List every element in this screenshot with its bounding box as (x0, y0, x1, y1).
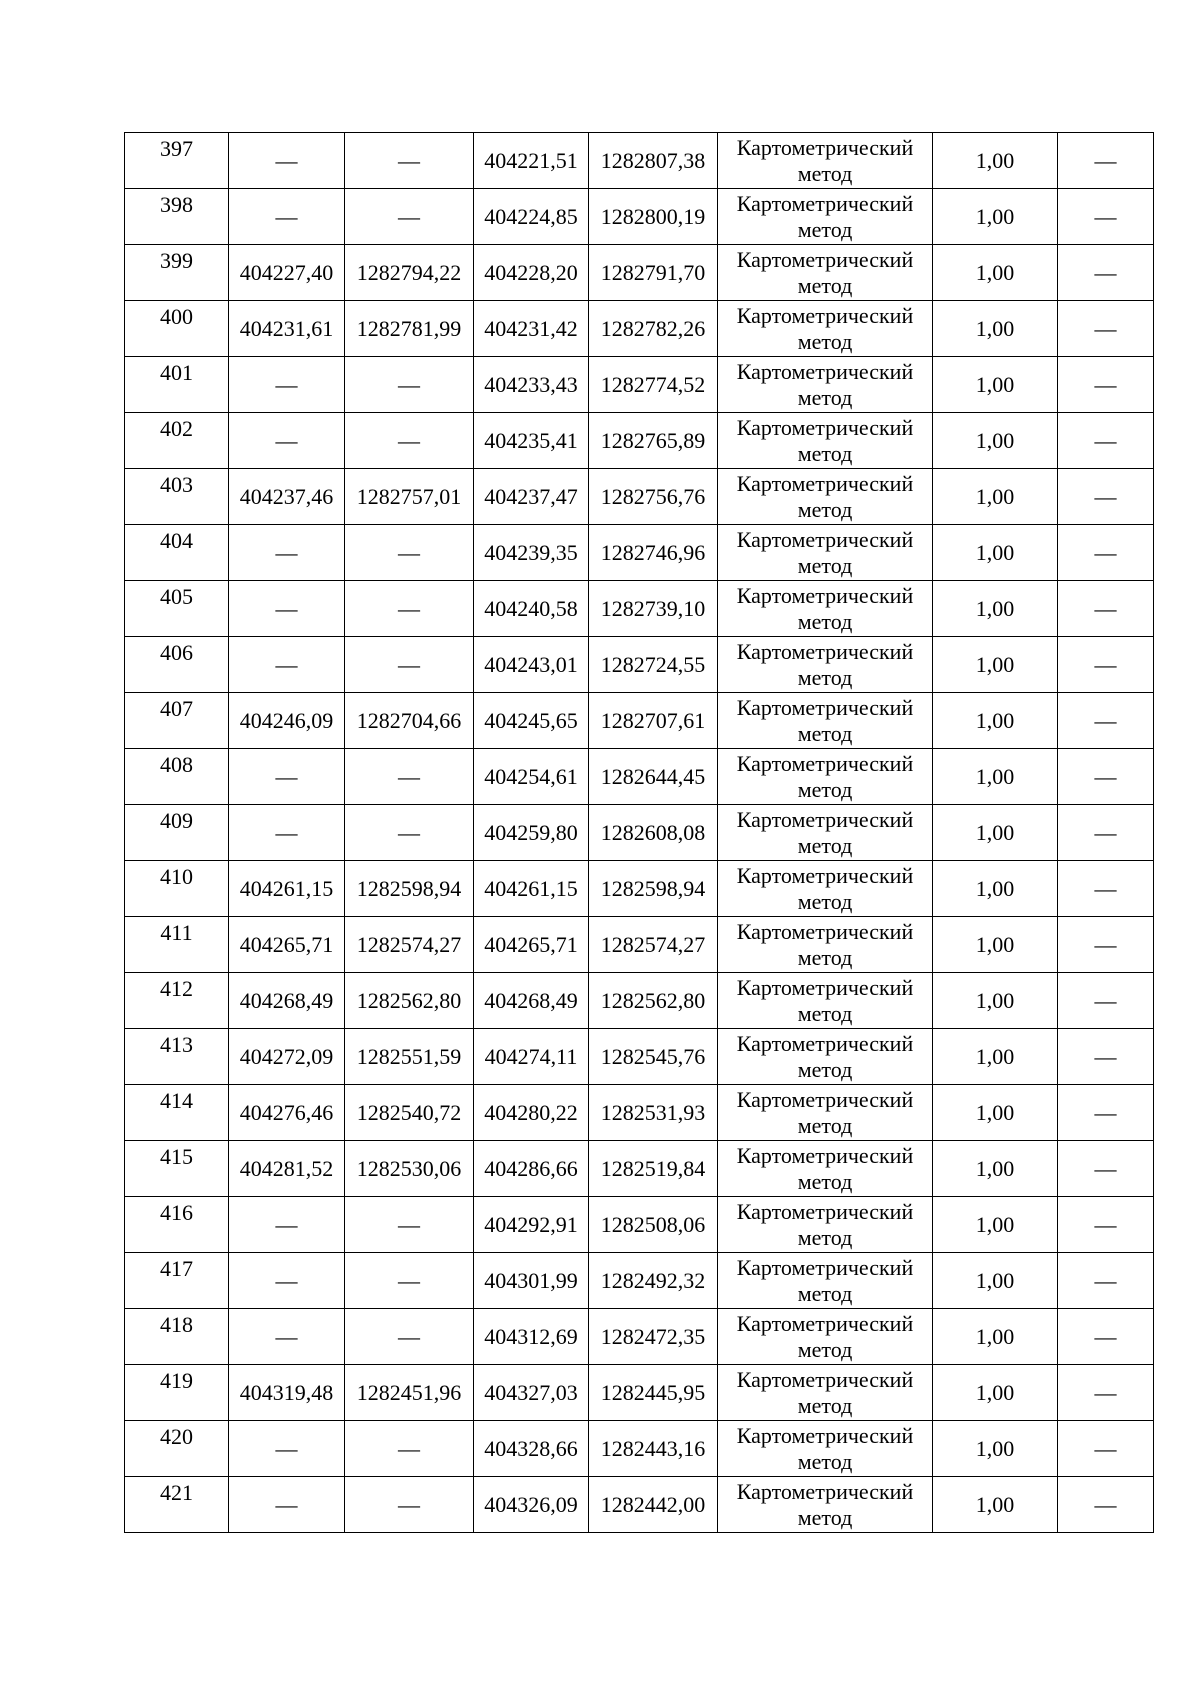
x-existing-cell: — (229, 1309, 345, 1365)
x-existing-cell: — (229, 1421, 345, 1477)
y-refined-cell: 1282598,94 (589, 861, 718, 917)
y-existing-cell: — (345, 1421, 474, 1477)
table-row (125, 189, 1154, 245)
accuracy-cell: 1,00 (933, 357, 1058, 413)
x-refined-cell: 404259,80 (474, 805, 589, 861)
x-existing-cell: — (229, 805, 345, 861)
accuracy-cell: 1,00 (933, 973, 1058, 1029)
table-row (125, 637, 1154, 693)
note-cell: — (1058, 805, 1154, 861)
y-existing-cell: — (345, 1309, 474, 1365)
y-existing-cell: — (345, 525, 474, 581)
table-row (125, 1309, 1154, 1365)
y-existing-cell: 1282794,22 (345, 245, 474, 301)
point-number-cell: 418 (125, 1309, 229, 1365)
x-refined-cell: 404328,66 (474, 1421, 589, 1477)
note-cell: — (1058, 1365, 1154, 1421)
point-number-cell: 397 (125, 133, 229, 189)
x-existing-cell: 404246,09 (229, 693, 345, 749)
table-row (125, 1085, 1154, 1141)
x-refined-cell: 404240,58 (474, 581, 589, 637)
y-existing-cell: 1282562,80 (345, 973, 474, 1029)
y-existing-cell: — (345, 637, 474, 693)
table-row (125, 973, 1154, 1029)
x-refined-cell: 404265,71 (474, 917, 589, 973)
note-cell: — (1058, 581, 1154, 637)
point-number-cell: 408 (125, 749, 229, 805)
method-cell: Картометрический метод (718, 189, 933, 245)
x-existing-cell: — (229, 189, 345, 245)
accuracy-cell: 1,00 (933, 1197, 1058, 1253)
point-number-cell: 402 (125, 413, 229, 469)
x-refined-cell: 404237,47 (474, 469, 589, 525)
table-row (125, 1253, 1154, 1309)
note-cell: — (1058, 413, 1154, 469)
y-refined-cell: 1282442,00 (589, 1477, 718, 1533)
x-refined-cell: 404280,22 (474, 1085, 589, 1141)
method-cell: Картометрический метод (718, 1309, 933, 1365)
y-refined-cell: 1282756,76 (589, 469, 718, 525)
x-existing-cell: 404261,15 (229, 861, 345, 917)
y-refined-cell: 1282519,84 (589, 1141, 718, 1197)
accuracy-cell: 1,00 (933, 525, 1058, 581)
note-cell: — (1058, 1029, 1154, 1085)
note-cell: — (1058, 525, 1154, 581)
point-number-cell: 413 (125, 1029, 229, 1085)
point-number-cell: 405 (125, 581, 229, 637)
x-existing-cell: — (229, 1253, 345, 1309)
note-cell: — (1058, 637, 1154, 693)
note-cell: — (1058, 917, 1154, 973)
point-number-cell: 403 (125, 469, 229, 525)
x-refined-cell: 404235,41 (474, 413, 589, 469)
accuracy-cell: 1,00 (933, 581, 1058, 637)
y-refined-cell: 1282443,16 (589, 1421, 718, 1477)
method-cell: Картометрический метод (718, 749, 933, 805)
x-refined-cell: 404239,35 (474, 525, 589, 581)
point-number-cell: 401 (125, 357, 229, 413)
y-refined-cell: 1282707,61 (589, 693, 718, 749)
note-cell: — (1058, 133, 1154, 189)
method-cell: Картометрический метод (718, 1141, 933, 1197)
table-row (125, 917, 1154, 973)
y-existing-cell: — (345, 1477, 474, 1533)
x-existing-cell: — (229, 749, 345, 805)
note-cell: — (1058, 1197, 1154, 1253)
y-existing-cell: — (345, 413, 474, 469)
point-number-cell: 414 (125, 1085, 229, 1141)
x-refined-cell: 404261,15 (474, 861, 589, 917)
accuracy-cell: 1,00 (933, 1477, 1058, 1533)
x-existing-cell: — (229, 1197, 345, 1253)
x-existing-cell: 404272,09 (229, 1029, 345, 1085)
x-refined-cell: 404228,20 (474, 245, 589, 301)
y-refined-cell: 1282472,35 (589, 1309, 718, 1365)
method-cell: Картометрический метод (718, 245, 933, 301)
x-existing-cell: — (229, 637, 345, 693)
table-row (125, 581, 1154, 637)
x-existing-cell: 404268,49 (229, 973, 345, 1029)
accuracy-cell: 1,00 (933, 413, 1058, 469)
method-cell: Картометрический метод (718, 357, 933, 413)
y-existing-cell: 1282451,96 (345, 1365, 474, 1421)
y-refined-cell: 1282508,06 (589, 1197, 718, 1253)
method-cell: Картометрический метод (718, 1477, 933, 1533)
accuracy-cell: 1,00 (933, 469, 1058, 525)
y-refined-cell: 1282574,27 (589, 917, 718, 973)
note-cell: — (1058, 245, 1154, 301)
note-cell: — (1058, 973, 1154, 1029)
y-existing-cell: 1282574,27 (345, 917, 474, 973)
x-refined-cell: 404233,43 (474, 357, 589, 413)
y-refined-cell: 1282492,32 (589, 1253, 718, 1309)
y-existing-cell: — (345, 749, 474, 805)
y-existing-cell: — (345, 133, 474, 189)
point-number-cell: 407 (125, 693, 229, 749)
table-row (125, 805, 1154, 861)
accuracy-cell: 1,00 (933, 1029, 1058, 1085)
x-existing-cell: 404276,46 (229, 1085, 345, 1141)
method-cell: Картометрический метод (718, 1085, 933, 1141)
accuracy-cell: 1,00 (933, 133, 1058, 189)
table-row (125, 1197, 1154, 1253)
x-refined-cell: 404254,61 (474, 749, 589, 805)
table-row (125, 1477, 1154, 1533)
x-existing-cell: 404237,46 (229, 469, 345, 525)
method-cell: Картометрический метод (718, 1197, 933, 1253)
method-cell: Картометрический метод (718, 1365, 933, 1421)
point-number-cell: 400 (125, 301, 229, 357)
y-existing-cell: 1282757,01 (345, 469, 474, 525)
method-cell: Картометрический метод (718, 301, 933, 357)
y-existing-cell: 1282704,66 (345, 693, 474, 749)
y-existing-cell: 1282781,99 (345, 301, 474, 357)
y-existing-cell: 1282540,72 (345, 1085, 474, 1141)
accuracy-cell: 1,00 (933, 749, 1058, 805)
accuracy-cell: 1,00 (933, 1309, 1058, 1365)
x-refined-cell: 404326,09 (474, 1477, 589, 1533)
method-cell: Картометрический метод (718, 469, 933, 525)
x-existing-cell: — (229, 357, 345, 413)
x-existing-cell: — (229, 413, 345, 469)
note-cell: — (1058, 749, 1154, 805)
note-cell: — (1058, 189, 1154, 245)
x-existing-cell: 404265,71 (229, 917, 345, 973)
accuracy-cell: 1,00 (933, 301, 1058, 357)
table-row (125, 525, 1154, 581)
method-cell: Картометрический метод (718, 693, 933, 749)
coordinates-table (124, 132, 1154, 1533)
x-refined-cell: 404292,91 (474, 1197, 589, 1253)
table-body (125, 133, 1154, 1533)
y-refined-cell: 1282807,38 (589, 133, 718, 189)
accuracy-cell: 1,00 (933, 805, 1058, 861)
accuracy-cell: 1,00 (933, 861, 1058, 917)
table-row (125, 301, 1154, 357)
method-cell: Картометрический метод (718, 805, 933, 861)
y-refined-cell: 1282791,70 (589, 245, 718, 301)
note-cell: — (1058, 357, 1154, 413)
y-existing-cell: — (345, 581, 474, 637)
method-cell: Картометрический метод (718, 1029, 933, 1085)
y-existing-cell: — (345, 805, 474, 861)
method-cell: Картометрический метод (718, 1253, 933, 1309)
point-number-cell: 411 (125, 917, 229, 973)
table-row (125, 1029, 1154, 1085)
table-row (125, 749, 1154, 805)
x-existing-cell: 404319,48 (229, 1365, 345, 1421)
y-refined-cell: 1282608,08 (589, 805, 718, 861)
point-number-cell: 416 (125, 1197, 229, 1253)
table-row (125, 693, 1154, 749)
point-number-cell: 420 (125, 1421, 229, 1477)
note-cell: — (1058, 1421, 1154, 1477)
y-refined-cell: 1282782,26 (589, 301, 718, 357)
accuracy-cell: 1,00 (933, 637, 1058, 693)
x-existing-cell: — (229, 133, 345, 189)
point-number-cell: 419 (125, 1365, 229, 1421)
y-refined-cell: 1282445,95 (589, 1365, 718, 1421)
accuracy-cell: 1,00 (933, 1253, 1058, 1309)
method-cell: Картометрический метод (718, 1421, 933, 1477)
y-refined-cell: 1282545,76 (589, 1029, 718, 1085)
x-refined-cell: 404301,99 (474, 1253, 589, 1309)
note-cell: — (1058, 1085, 1154, 1141)
point-number-cell: 406 (125, 637, 229, 693)
y-refined-cell: 1282644,45 (589, 749, 718, 805)
accuracy-cell: 1,00 (933, 917, 1058, 973)
y-refined-cell: 1282724,55 (589, 637, 718, 693)
note-cell: — (1058, 1477, 1154, 1533)
y-existing-cell: 1282551,59 (345, 1029, 474, 1085)
table-row (125, 1421, 1154, 1477)
table-row (125, 245, 1154, 301)
y-existing-cell: 1282598,94 (345, 861, 474, 917)
x-existing-cell: 404231,61 (229, 301, 345, 357)
x-existing-cell: 404281,52 (229, 1141, 345, 1197)
point-number-cell: 417 (125, 1253, 229, 1309)
y-refined-cell: 1282739,10 (589, 581, 718, 637)
x-refined-cell: 404243,01 (474, 637, 589, 693)
point-number-cell: 409 (125, 805, 229, 861)
y-refined-cell: 1282562,80 (589, 973, 718, 1029)
x-refined-cell: 404268,49 (474, 973, 589, 1029)
x-refined-cell: 404327,03 (474, 1365, 589, 1421)
note-cell: — (1058, 693, 1154, 749)
method-cell: Картометрический метод (718, 581, 933, 637)
table-row (125, 133, 1154, 189)
x-refined-cell: 404231,42 (474, 301, 589, 357)
method-cell: Картометрический метод (718, 413, 933, 469)
y-existing-cell: — (345, 1197, 474, 1253)
accuracy-cell: 1,00 (933, 245, 1058, 301)
y-existing-cell: — (345, 1253, 474, 1309)
y-existing-cell: — (345, 357, 474, 413)
point-number-cell: 404 (125, 525, 229, 581)
x-existing-cell: — (229, 1477, 345, 1533)
x-refined-cell: 404274,11 (474, 1029, 589, 1085)
note-cell: — (1058, 469, 1154, 525)
x-existing-cell: — (229, 525, 345, 581)
method-cell: Картометрический метод (718, 637, 933, 693)
accuracy-cell: 1,00 (933, 189, 1058, 245)
y-existing-cell: 1282530,06 (345, 1141, 474, 1197)
method-cell: Картометрический метод (718, 973, 933, 1029)
point-number-cell: 410 (125, 861, 229, 917)
x-existing-cell: 404227,40 (229, 245, 345, 301)
y-refined-cell: 1282774,52 (589, 357, 718, 413)
table-row (125, 861, 1154, 917)
table-row (125, 357, 1154, 413)
table-row (125, 469, 1154, 525)
point-number-cell: 421 (125, 1477, 229, 1533)
method-cell: Картометрический метод (718, 525, 933, 581)
method-cell: Картометрический метод (718, 133, 933, 189)
accuracy-cell: 1,00 (933, 1365, 1058, 1421)
note-cell: — (1058, 301, 1154, 357)
point-number-cell: 398 (125, 189, 229, 245)
note-cell: — (1058, 1253, 1154, 1309)
point-number-cell: 412 (125, 973, 229, 1029)
x-refined-cell: 404221,51 (474, 133, 589, 189)
note-cell: — (1058, 1141, 1154, 1197)
y-refined-cell: 1282800,19 (589, 189, 718, 245)
table-row (125, 1141, 1154, 1197)
x-existing-cell: — (229, 581, 345, 637)
x-refined-cell: 404224,85 (474, 189, 589, 245)
accuracy-cell: 1,00 (933, 1421, 1058, 1477)
method-cell: Картометрический метод (718, 917, 933, 973)
y-existing-cell: — (345, 189, 474, 245)
y-refined-cell: 1282531,93 (589, 1085, 718, 1141)
note-cell: — (1058, 861, 1154, 917)
accuracy-cell: 1,00 (933, 1141, 1058, 1197)
note-cell: — (1058, 1309, 1154, 1365)
accuracy-cell: 1,00 (933, 1085, 1058, 1141)
table-row (125, 1365, 1154, 1421)
x-refined-cell: 404245,65 (474, 693, 589, 749)
method-cell: Картометрический метод (718, 861, 933, 917)
x-refined-cell: 404312,69 (474, 1309, 589, 1365)
point-number-cell: 415 (125, 1141, 229, 1197)
y-refined-cell: 1282746,96 (589, 525, 718, 581)
y-refined-cell: 1282765,89 (589, 413, 718, 469)
accuracy-cell: 1,00 (933, 693, 1058, 749)
table-row (125, 413, 1154, 469)
point-number-cell: 399 (125, 245, 229, 301)
x-refined-cell: 404286,66 (474, 1141, 589, 1197)
